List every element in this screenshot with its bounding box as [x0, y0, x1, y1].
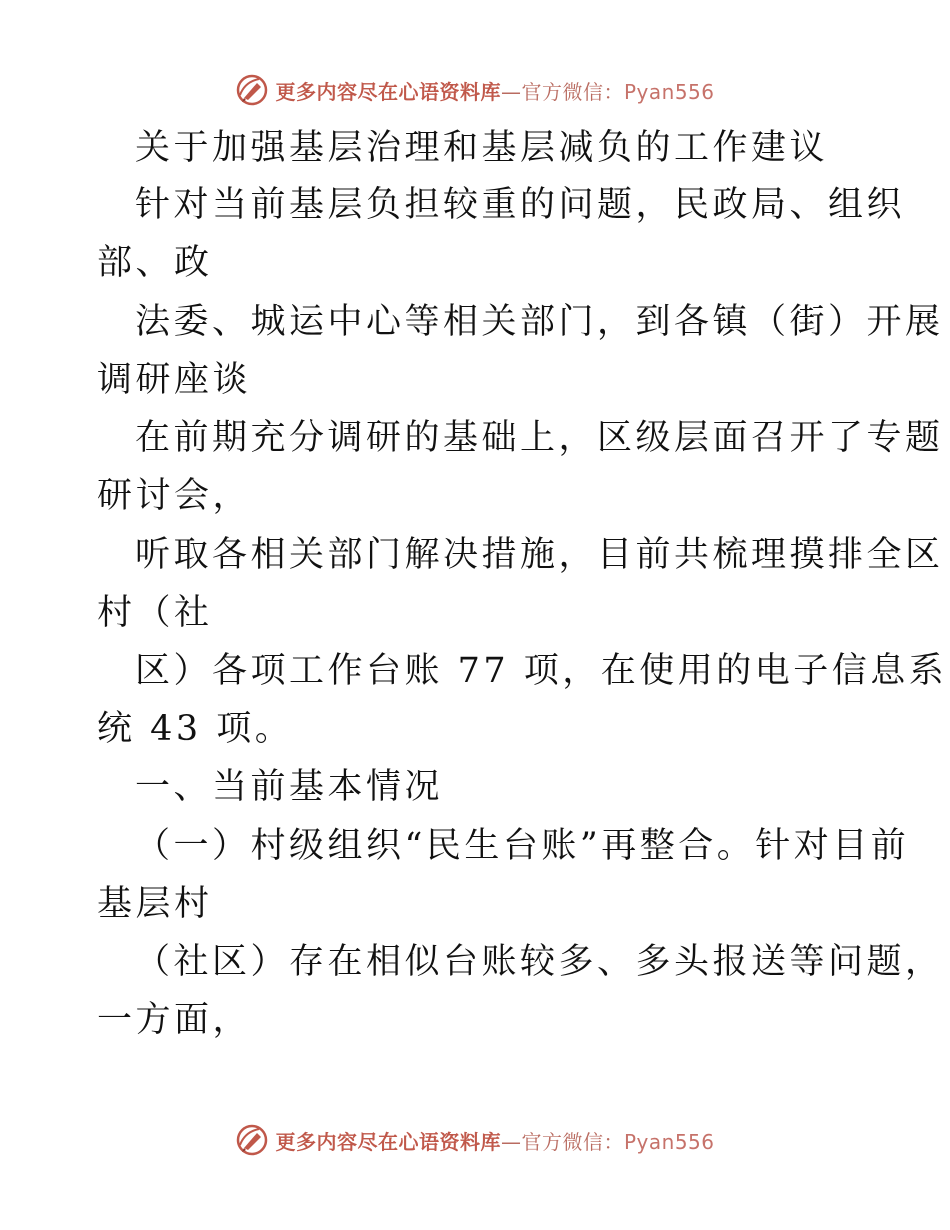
paragraph-line: 统 43 项。 [97, 709, 294, 749]
section-heading: 一、当前基本情况 [135, 767, 444, 807]
paragraph-line: 基层村 [97, 884, 213, 924]
paragraph-line: 研讨会， [97, 476, 252, 516]
header-watermark [0, 70, 950, 110]
pen-logo-icon [235, 73, 269, 107]
document-title: 关于加强基层治理和基层减负的工作建议 [135, 128, 829, 168]
watermark-id: Pyan556 [623, 1129, 715, 1154]
paragraph-line: 听取各相关部门解决措施，目前共梳理摸排全区 [135, 535, 944, 575]
watermark-text [275, 76, 714, 105]
watermark-label: 官方微信： [521, 79, 624, 104]
watermark-main: 更多内容尽在心语资料库 [275, 79, 501, 104]
paragraph-line: 部、政 [97, 243, 213, 283]
paragraph-line: 村（社 [97, 593, 213, 633]
paragraph-line: 针对当前基层负担较重的问题，民政局、组织 [135, 185, 906, 225]
paragraph-line: （社区）存在相似台账较多、多头报送等问题， [135, 942, 944, 982]
paragraph-line: （一）村级组织“民生台账”再整合。针对目前 [135, 826, 910, 866]
paragraph-line: 区）各项工作台账 77 项，在使用的电子信息系 [135, 651, 948, 691]
footer-watermark [0, 1120, 950, 1160]
watermark-separator: — [500, 1129, 522, 1154]
watermark-text [275, 1126, 714, 1155]
paragraph-line: 调研座谈 [97, 360, 252, 400]
watermark-label: 官方微信： [521, 1129, 624, 1154]
paragraph-line: 一方面， [97, 1000, 252, 1040]
watermark-main: 更多内容尽在心语资料库 [275, 1129, 501, 1154]
paragraph-line: 法委、城运中心等相关部门，到各镇（街）开展 [135, 302, 944, 342]
watermark-id: Pyan556 [623, 79, 715, 104]
watermark-separator: — [500, 79, 522, 104]
pen-logo-icon [235, 1123, 269, 1157]
paragraph-line: 在前期充分调研的基础上，区级层面召开了专题 [135, 418, 944, 458]
